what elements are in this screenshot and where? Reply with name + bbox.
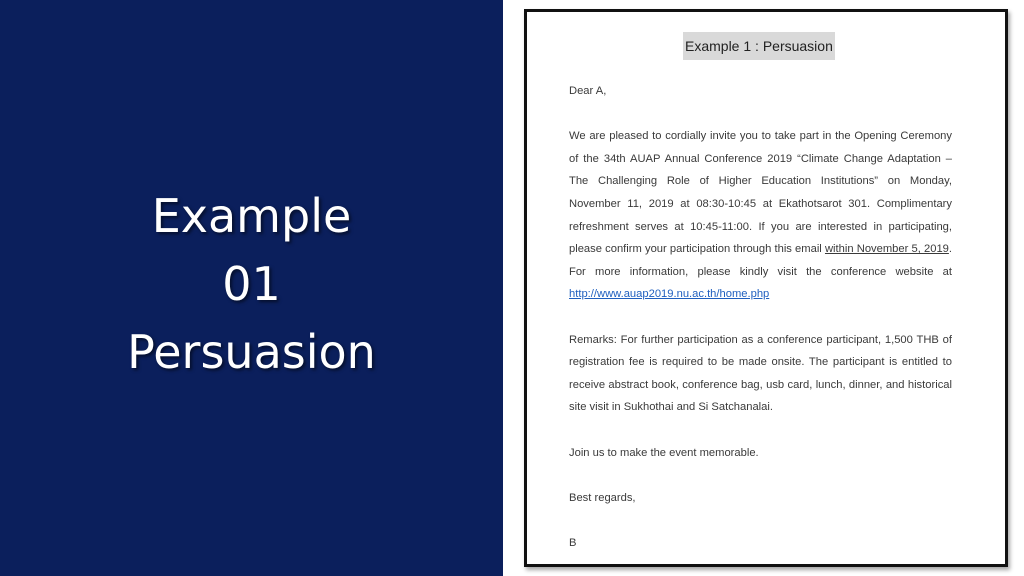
rsvp-deadline: within November 5, 2019: [824, 243, 949, 256]
conference-website-link[interactable]: http://www.auap2019.nu.ac.th/home.php: [569, 288, 770, 301]
letter-document: [524, 9, 1008, 567]
document-heading: Example 1 : Persuasion: [683, 32, 835, 60]
slide-title-line-1: Example: [151, 189, 352, 243]
slide-title-line-3: Persuasion: [127, 325, 376, 379]
closing-line: Join us to make the event memorable.: [569, 446, 759, 459]
remarks-paragraph: Remarks: For further participation as a conference participant, 1,500 THB of registration fee is required to be made onsite. The participant is entitled to receive abstract book, conference bag, usb card, lunch, dinner, and historical site visit in Sukhothai and Si Satchanalai.: [569, 333, 952, 414]
title-panel: [0, 0, 503, 576]
slide-title: [127, 182, 376, 386]
slide-title-line-2: 01: [222, 257, 281, 311]
greeting: Dear A,: [569, 85, 607, 97]
signoff: Best regards,: [569, 491, 636, 504]
signature: B: [569, 536, 577, 549]
invitation-text-continued: . For more information, please kindly visit the conference website at: [569, 243, 952, 278]
letter-body: [569, 80, 952, 554]
invitation-text: We are pleased to cordially invite you to take part in the Opening Ceremony of the 34th AUAP Annual Conference 2019 “Climate Change Adaptation – The Challenging Role of Higher Education Institutions” on Monday, November 11, 2019 at 08:30-10:45 at Ekathotsarot 301. Complimentary refreshment serves at 10:45-11:00. If you are interested in participating, please confirm your participation through this email: [569, 130, 952, 256]
invitation-paragraph: [569, 125, 952, 306]
